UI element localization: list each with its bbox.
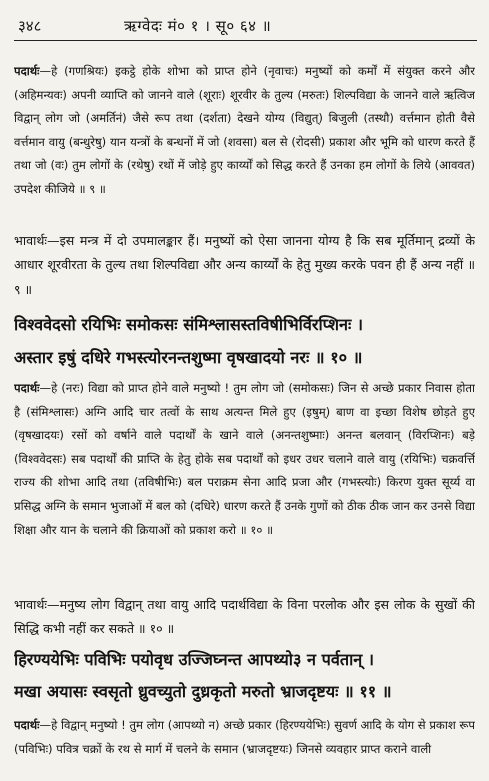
padartha-text: —हे (नरः) विद्या को प्राप्त होने वाले मनुष्यो ! तुम लोग जो (समोकसः) जिन से अच्छे प्रकार निवास होता है (संमिश्लासः) अग्नि आदि चार तत्वों के साथ अत्यन्त मिले हुए (इषुम्) बाण वा इच्छा विशेष छोड़ते हुए (वृषखादयः) रसों को वर्षाने वाले पदार्थों के खाने वाले (अनन्तशुष्माः) अनन्त बलवान् (विरप्शिनः) बड़े (विश्ववेदसः) सब पदार्थों की प्राप्ति के हेतु होके सब पदार्थों को इधर उधर चलाने वाले वायु (रयिभिः) चक्रवर्त्ति राज्य की शोभा आदि तथा (तविषीभिः) बल पराक्रम सेना आदि प्रजा और (गभस्त्योः) किरण युक्त सूर्य्य वा प्रसिद्ध अग्नि के समान भुजाओं में बल को (दधिरे) धारण करते हैं उनके गुणों को ठीक ठीक जान कर उनसे विद्या शिक्षा और यान के चलाने की क्रियाओं को प्रकाश करो ॥ १० ॥ <box>14 381 475 537</box>
padartha-paragraph-9 <box>14 60 475 226</box>
bhavartha-label: भावार्थः <box>14 233 47 248</box>
bhavartha-paragraph-10 <box>14 593 475 643</box>
padartha-text: —हे विद्वान् मनुष्यो ! तुम लोग (आपथ्यो न) अच्छे प्रकार (हिरण्ययेभिः) सुवर्ण आदि के योग से प्रकाश रूप (पविभिः) पवित्र चक्रों के रथ से मार्ग में चलने के समान (भ्राजदृष्टयः) जिनसे व्यवहार प्राप्त कराने वाली <box>14 718 475 756</box>
page-number: ३४८ <box>18 17 42 35</box>
padartha-label: पदार्थः <box>14 64 40 78</box>
padartha-label: पदार्थः <box>14 718 40 732</box>
running-title: ऋग्वेदः मं० १ । सू० ६४ ॥ <box>124 17 272 35</box>
padartha-label: पदार्थः <box>14 381 40 395</box>
header-rule <box>14 40 477 41</box>
bhavartha-text: —मनुष्य लोग विद्वान् तथा वायु आदि पदार्थविद्या के विना परलोक और इस लोक के सुखों की सिद्धि कभी नहीं कर सकते ॥ १० ॥ <box>14 597 475 637</box>
mantra-11-line-1: हिरण्ययेभिः पविभिः पयोवृध उज्जिघ्नन्त आपथ्यो३ न पर्वतान् । <box>14 650 375 669</box>
mantra-11-line-2: मखा अयासः स्वसृतो ध्रुवच्युतो दुध्रकृतो मरुतो भ्राजदृष्टयः ॥ ११ ॥ <box>14 682 392 701</box>
padartha-paragraph-10 <box>14 377 475 591</box>
bhavartha-label: भावार्थः <box>14 597 47 612</box>
bhavartha-paragraph-9 <box>14 229 475 305</box>
padartha-text: —हे (गणश्रियः) इकट्ठे होके शोभा को प्राप्त होने (नृवाचः) मनुष्यों को कर्मों में संयुक्त करने और (अहिमन्यवः) अपनी व्याप्ति को जानने वाले (शूराः) शूरवीर के तुल्य (मरुतः) शिल्पविद्या के जानने वाले ऋत्विज विद्वान् लोग जो (अमर्तिनं) जैसे रूप तथा (दर्शता) देखने योग्य (विद्युत्) बिजुली (तस्थौ) वर्त्तमान होती वैसे वर्त्तमान वायु (बन्धुरेषु) यान यन्त्रों के बन्धनों में जो (शवसा) बल से (रोदसी) प्रकाश और भूमि को धारण करते हैं तथा जो (वः) तुम लोगों के (रथेषु) रथों में जोड़े हुए कार्य्यों को सिद्ध करते हैं उनका हम लोगों के लिये (आववत) उपदेश कीजिये ॥ ९ ॥ <box>14 64 475 196</box>
page-header <box>14 14 475 36</box>
bhavartha-text: —इस मन्त्र में दो उपमालङ्कार हैं। मनुष्यों को ऐसा जानना योग्य है कि सब मूर्तिमान् द्रव्यों के आधार शूरवीरता के तुल्य तथा शिल्पविद्या और अन्य कार्य्यों के हेतु मुख्य करके पवन ही हैं अन्य नहीं ॥ ९ ॥ <box>14 233 475 297</box>
mantra-10-line-1: विश्ववेदसो रयिभिः समोकसः संमिश्लासस्तविषीभिर्विरप्शिनः । <box>14 315 363 334</box>
mantra-10-line-2: अस्तार इषुं दधिरे गभस्त्योरनन्तशुष्मा वृषखादयो नरः ॥ १० ॥ <box>14 348 363 367</box>
padartha-paragraph-11 <box>14 714 475 780</box>
